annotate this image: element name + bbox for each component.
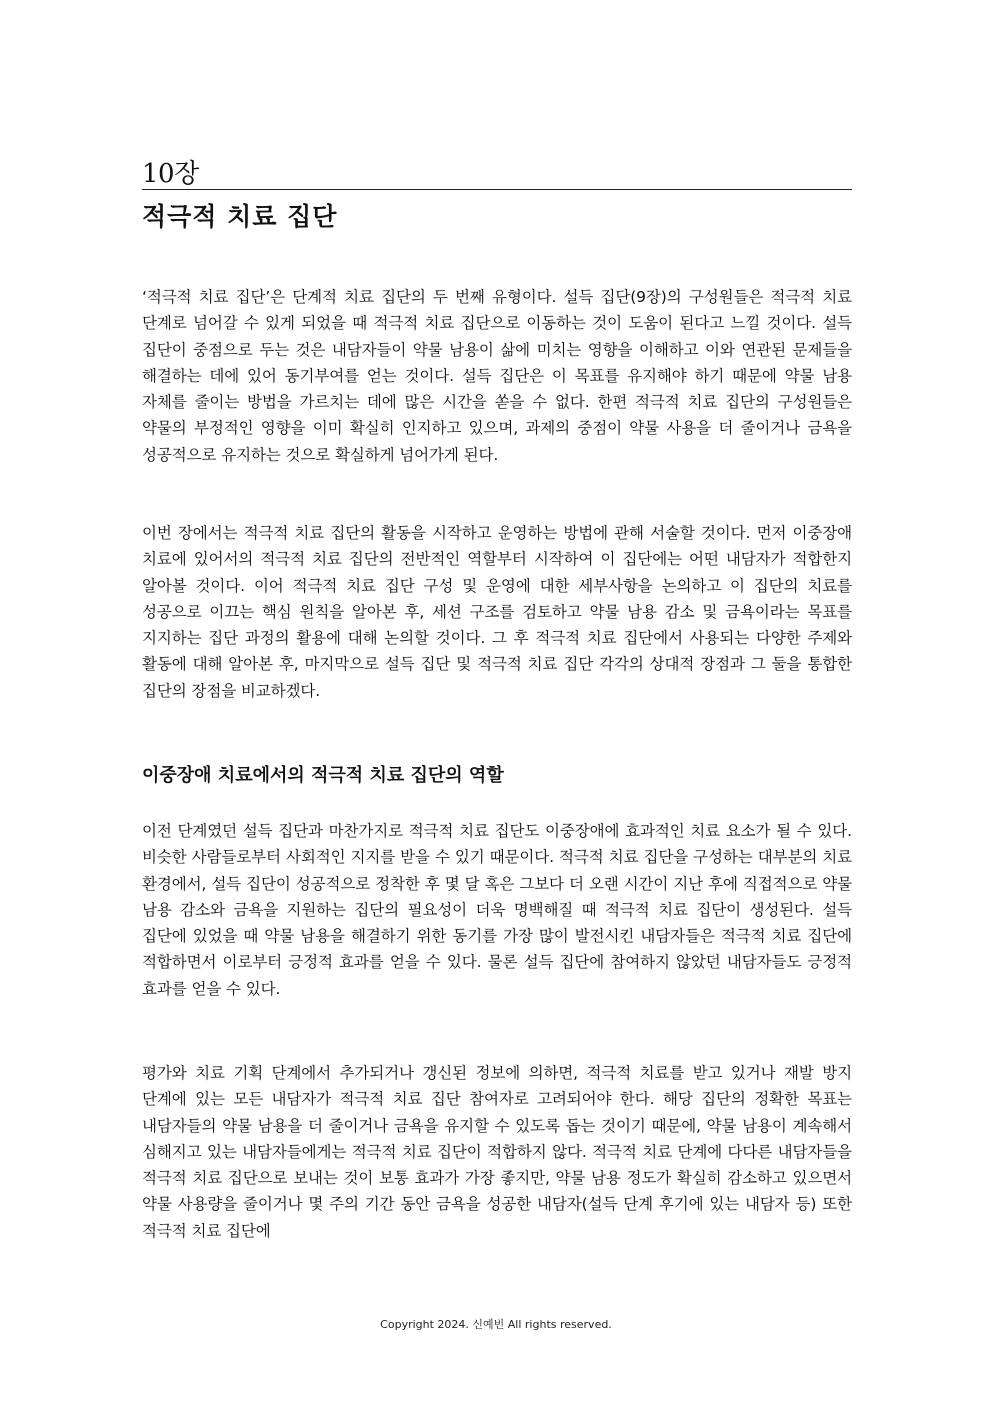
chapter-divider bbox=[142, 189, 852, 190]
chapter-title: 적극적 치료 집단 bbox=[142, 202, 338, 231]
intro-paragraph-2: 이번 장에서는 적극적 치료 집단의 활동을 시작하고 운영하는 방법에 관해 서술할 것이다. 먼저 이중장애 치료에 있어서의 적극적 치료 집단의 전반적인 역할부터 시작하여 이 집단에는 어떤 내담자가 적합한지 알아볼 것이다. 이어 적극적 치료 집단 구성 및 운영에 대한 세부사항을 논의하고 이 집단의 치료를 성공으로 이끄는 핵심 원칙을 알아본 후, 세션 구조를 검토하고 약물 남용 감소 및 금욕이라는 목표를 지지하는 집단 과정의 활용에 대해 논의할 것이다. 그 후 적극적 치료 집단에서 사용되는 다양한 주제와 활동에 대해 알아본 후, 마지막으로 설득 집단 및 적극적 치료 집단 각각의 상대적 장점과 그 둘을 통합한 집단의 장점을 비교하겠다. bbox=[142, 524, 852, 700]
section-paragraph-1: 이전 단계였던 설득 집단과 마찬가지로 적극적 치료 집단도 이중장애에 효과적인 치료 요소가 될 수 있다. 비슷한 사람들로부터 사회적인 지지를 받을 수 있기 때문이다. 적극적 치료 집단을 구성하는 대부분의 치료 환경에서, 설득 집단이 성공적으로 정착한 후 몇 달 혹은 그보다 더 오랜 시간이 지난 후에 직접적으로 약물 남용 감소와 금욕을 지원하는 집단의 필요성이 더욱 명백해질 때 적극적 치료 집단이 생성된다. 설득 집단에 있었을 때 약물 남용을 해결하기 위한 동기를 가장 많이 발전시킨 내담자들은 적극적 치료 집단에 적합하면서 이로부터 긍정적 효과를 얻을 수 있다. 물론 설득 집단에 참여하지 않았던 내담자들도 긍정적 효과를 얻을 수 있다. bbox=[142, 822, 852, 998]
section-paragraph-2: 평가와 치료 기획 단계에서 추가되거나 갱신된 정보에 의하면, 적극적 치료를 받고 있거나 재발 방지 단계에 있는 모든 내담자가 적극적 치료 집단 참여자로 고려되어야 한다. 해당 집단의 정확한 목표는 내담자들의 약물 남용을 더 줄이거나 금욕을 유지할 수 있도록 돕는 것이기 때문에, 약물 남용이 계속해서 심해지고 있는 내담자들에게는 적극적 치료 집단이 적합하지 않다. 적극적 치료 단계에 다다른 내담자들을 적극적 치료 집단으로 보내는 것이 보통 효과가 가장 좋지만, 약물 남용 정도가 확실히 감소하고 있으면서 약물 사용량을 줄이거나 몇 주의 기간 동안 금욕을 성공한 내담자(설득 단계 후기에 있는 내담자 등) 또한 적극적 치료 집단에 bbox=[142, 1064, 852, 1240]
section-heading: 이중장애 치료에서의 적극적 치료 집단의 역할 bbox=[142, 765, 504, 786]
copyright-footer: Copyright 2024. 신예빈 All rights reserved. bbox=[380, 1318, 612, 1331]
chapter-number: 10장 bbox=[142, 159, 199, 189]
intro-paragraph-1: ‘적극적 치료 집단’은 단계적 치료 집단의 두 번째 유형이다. 설득 집단(9장)의 구성원들은 적극적 치료 단계로 넘어갈 수 있게 되었을 때 적극적 치료 집단으로 이동하는 것이 도움이 된다고 느낄 것이다. 설득 집단이 중점으로 두는 것은 내담자들이 약물 남용이 삶에 미치는 영향을 이해하고 이와 연관된 문제들을 해결하는 데에 있어 동기부여를 얻는 것이다. 설득 집단은 이 목표를 유지해야 하기 때문에 약물 남용 자체를 줄이는 방법을 가르치는 데에 많은 시간을 쏟을 수 없다. 한편 적극적 치료 집단의 구성원들은 약물의 부정적인 영향을 이미 확실히 인지하고 있으며, 과제의 중점이 약물 사용을 더 줄이거나 금욕을 성공적으로 유지하는 것으로 확실하게 넘어가게 된다. bbox=[142, 288, 852, 464]
